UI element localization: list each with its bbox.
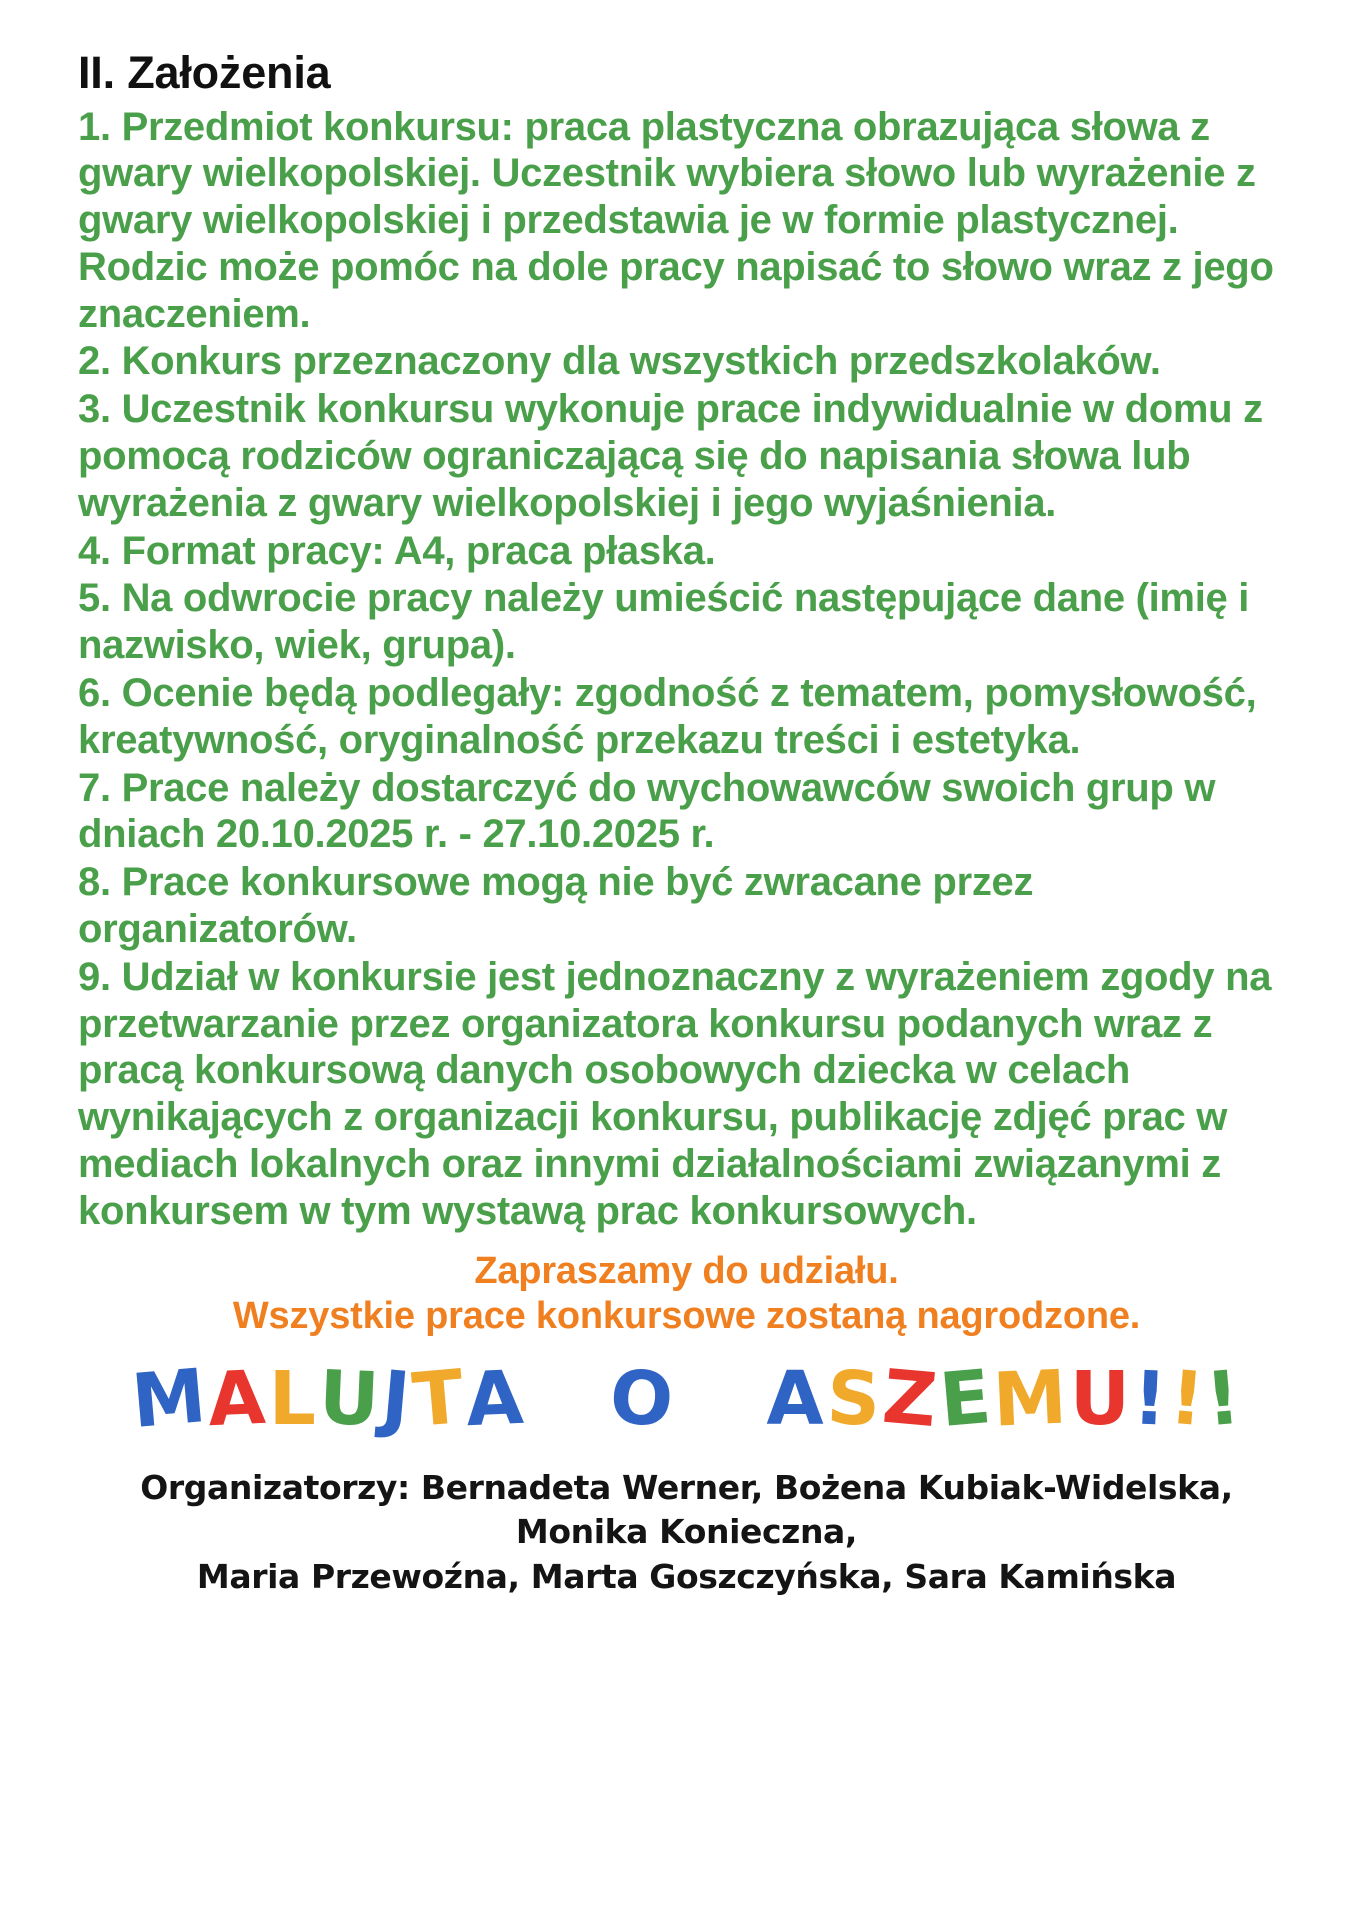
slogan-letter: J	[378, 1354, 415, 1443]
rule-item: 4. Format pracy: A4, praca płaska.	[78, 528, 716, 573]
organizers-line-2: Maria Przewoźna, Marta Goszczyńska, Sara Kamińska	[196, 1556, 1177, 1596]
slogan-letter: M	[991, 1354, 1070, 1444]
slogan-letter: !	[1131, 1355, 1170, 1443]
slogan-banner	[78, 1352, 1295, 1445]
slogan-letter: M	[128, 1352, 211, 1445]
slogan-letter: U	[1069, 1355, 1131, 1442]
rule-item: 1. Przedmiot konkursu: praca plastyczna obrazująca słowa z gwary wielkopolskiej. Uczestnik wybiera słowo lub wyrażenie z gwary wielkopolskiej i przedstawia je w formie plastycznej. Rodzic może pomóc na dole pracy napisać to słowo wraz z jego znaczeniem.	[78, 104, 1274, 336]
organizers-line-1: Organizatorzy: Bernadeta Werner, Bożena Kubiak-Widelska, Monika Konieczna,	[140, 1467, 1233, 1552]
slogan-letter: P	[550, 1354, 610, 1443]
rule-item: 7. Prace należy dostarczyć do wychowawców swoich grup w dniach 20.10.2025 r. - 27.10.2025 r.	[78, 765, 1216, 857]
invitation-block	[78, 1249, 1295, 1340]
slogan-letter: Z	[879, 1353, 942, 1445]
page-title: II. Założenia	[78, 47, 331, 98]
rules-list	[78, 104, 1295, 1235]
slogan-letter: N	[699, 1354, 767, 1444]
slogan-letter: !	[1202, 1354, 1245, 1444]
invitation-line-1: Zapraszamy do udziału.	[474, 1249, 899, 1292]
rule-item: 9. Udział w konkursie jest jednoznaczny z wyrażeniem zgody na przetwarzanie przez organizatora konkursu podanych wraz z pracą konkursową danych osobowych dziecka w celach wynikających z organizacji konkursu, publikację zdjęć prac w mediach lokalnych oraz innymi działalnościami związanymi z konkursem w tym wystawą prac konkursowych.	[78, 954, 1272, 1233]
slogan-letter: E	[935, 1353, 995, 1444]
slogan-letter: A	[206, 1354, 269, 1444]
rule-item: 5. Na odwrocie pracy należy umieścić następujące dane (imię i nazwisko, wiek, grupa).	[78, 576, 1250, 668]
slogan-letter: !	[1166, 1354, 1209, 1444]
slogan-letter: A	[766, 1355, 825, 1442]
rule-item: 3. Uczestnik konkursu wykonuje prace indywidualnie w domu z pomocą rodziców ograniczającą się do napisania słowa lub wyrażenia z gwary wielkopolskiej i jego wyjaśnienia.	[78, 387, 1263, 525]
slogan-letter: O	[605, 1353, 678, 1445]
rule-item: 2. Konkurs przeznaczony dla wszystkich przedszkolaków.	[78, 339, 1161, 384]
organizers-block	[78, 1466, 1295, 1600]
rule-item: 6. Ocenie będą podlegały: zgodność z tematem, pomysłowość, kreatywność, oryginalność przekazu treści i estetyka.	[78, 671, 1257, 762]
slogan-letter: T	[408, 1353, 468, 1444]
invitation-line-2: Wszystkie prace konkursowe zostaną nagrodzone.	[232, 1295, 1141, 1338]
slogan-letter: U	[317, 1354, 382, 1444]
slogan-letter: S	[824, 1354, 883, 1443]
slogan-letter: L	[268, 1355, 317, 1442]
rule-item: 8. Prace konkursowe mogą nie być zwracane przez organizatorów.	[78, 860, 1034, 952]
slogan-letter: A	[464, 1354, 527, 1444]
